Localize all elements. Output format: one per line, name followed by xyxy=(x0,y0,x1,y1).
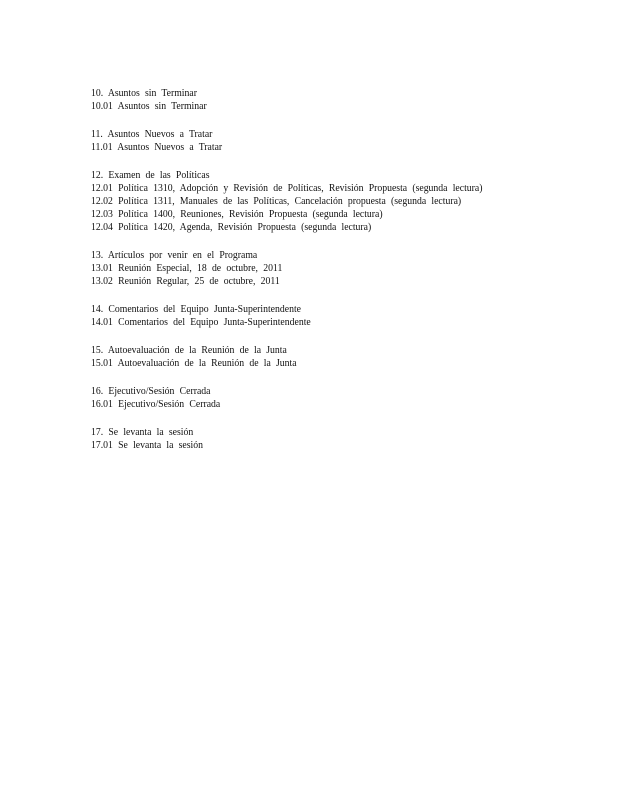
agenda-item: 11.01 Asuntos Nuevos a Tratar xyxy=(91,142,223,153)
agenda-section-15 xyxy=(91,344,496,370)
section-heading: 12. Examen de las Políticas xyxy=(91,170,210,181)
agenda-item: 12.03 Política 1400, Reuniones, Revisión Propuesta (segunda lectura) xyxy=(91,209,383,220)
agenda-item: 16.01 Ejecutivo/Sesión Cerrada xyxy=(91,399,221,410)
agenda-section-13 xyxy=(91,249,496,288)
agenda-section-10 xyxy=(91,87,496,113)
agenda-section-12 xyxy=(91,169,496,234)
agenda-section-17 xyxy=(91,426,496,452)
section-heading: 17. Se levanta la sesión xyxy=(91,427,194,438)
agenda-item: 17.01 Se levanta la sesión xyxy=(91,440,204,451)
agenda-section-14 xyxy=(91,303,496,329)
agenda-item: 14.01 Comentarios del Equipo Junta-Superintendente xyxy=(91,317,311,328)
agenda-item: 15.01 Autoevaluación de la Reunión de la Junta xyxy=(91,358,297,369)
agenda-item: 12.02 Política 1311, Manuales de las Políticas, Cancelación propuesta (segunda lectura) xyxy=(91,196,462,207)
section-heading: 15. Autoevaluación de la Reunión de la Junta xyxy=(91,345,287,356)
section-heading: 16. Ejecutivo/Sesión Cerrada xyxy=(91,386,211,397)
agenda-item: 10.01 Asuntos sin Terminar xyxy=(91,101,207,112)
section-heading: 14. Comentarios del Equipo Junta-Superintendente xyxy=(91,304,301,315)
agenda-item: 12.01 Política 1310, Adopción y Revisión de Políticas, Revisión Propuesta (segunda lectura) xyxy=(91,183,483,194)
agenda-item: 13.02 Reunión Regular, 25 de octubre, 2011 xyxy=(91,276,280,287)
section-heading: 10. Asuntos sin Terminar xyxy=(91,88,197,99)
agenda-section-11 xyxy=(91,128,496,154)
section-heading: 11. Asuntos Nuevos a Tratar xyxy=(91,129,213,140)
section-heading: 13. Artículos por venir en el Programa xyxy=(91,250,258,261)
agenda-item: 12.04 Política 1420, Agenda, Revisión Propuesta (segunda lectura) xyxy=(91,222,372,233)
agenda-item: 13.01 Reunión Especial, 18 de octubre, 2011 xyxy=(91,263,283,274)
agenda-section-16 xyxy=(91,385,496,411)
agenda-body xyxy=(91,87,496,467)
